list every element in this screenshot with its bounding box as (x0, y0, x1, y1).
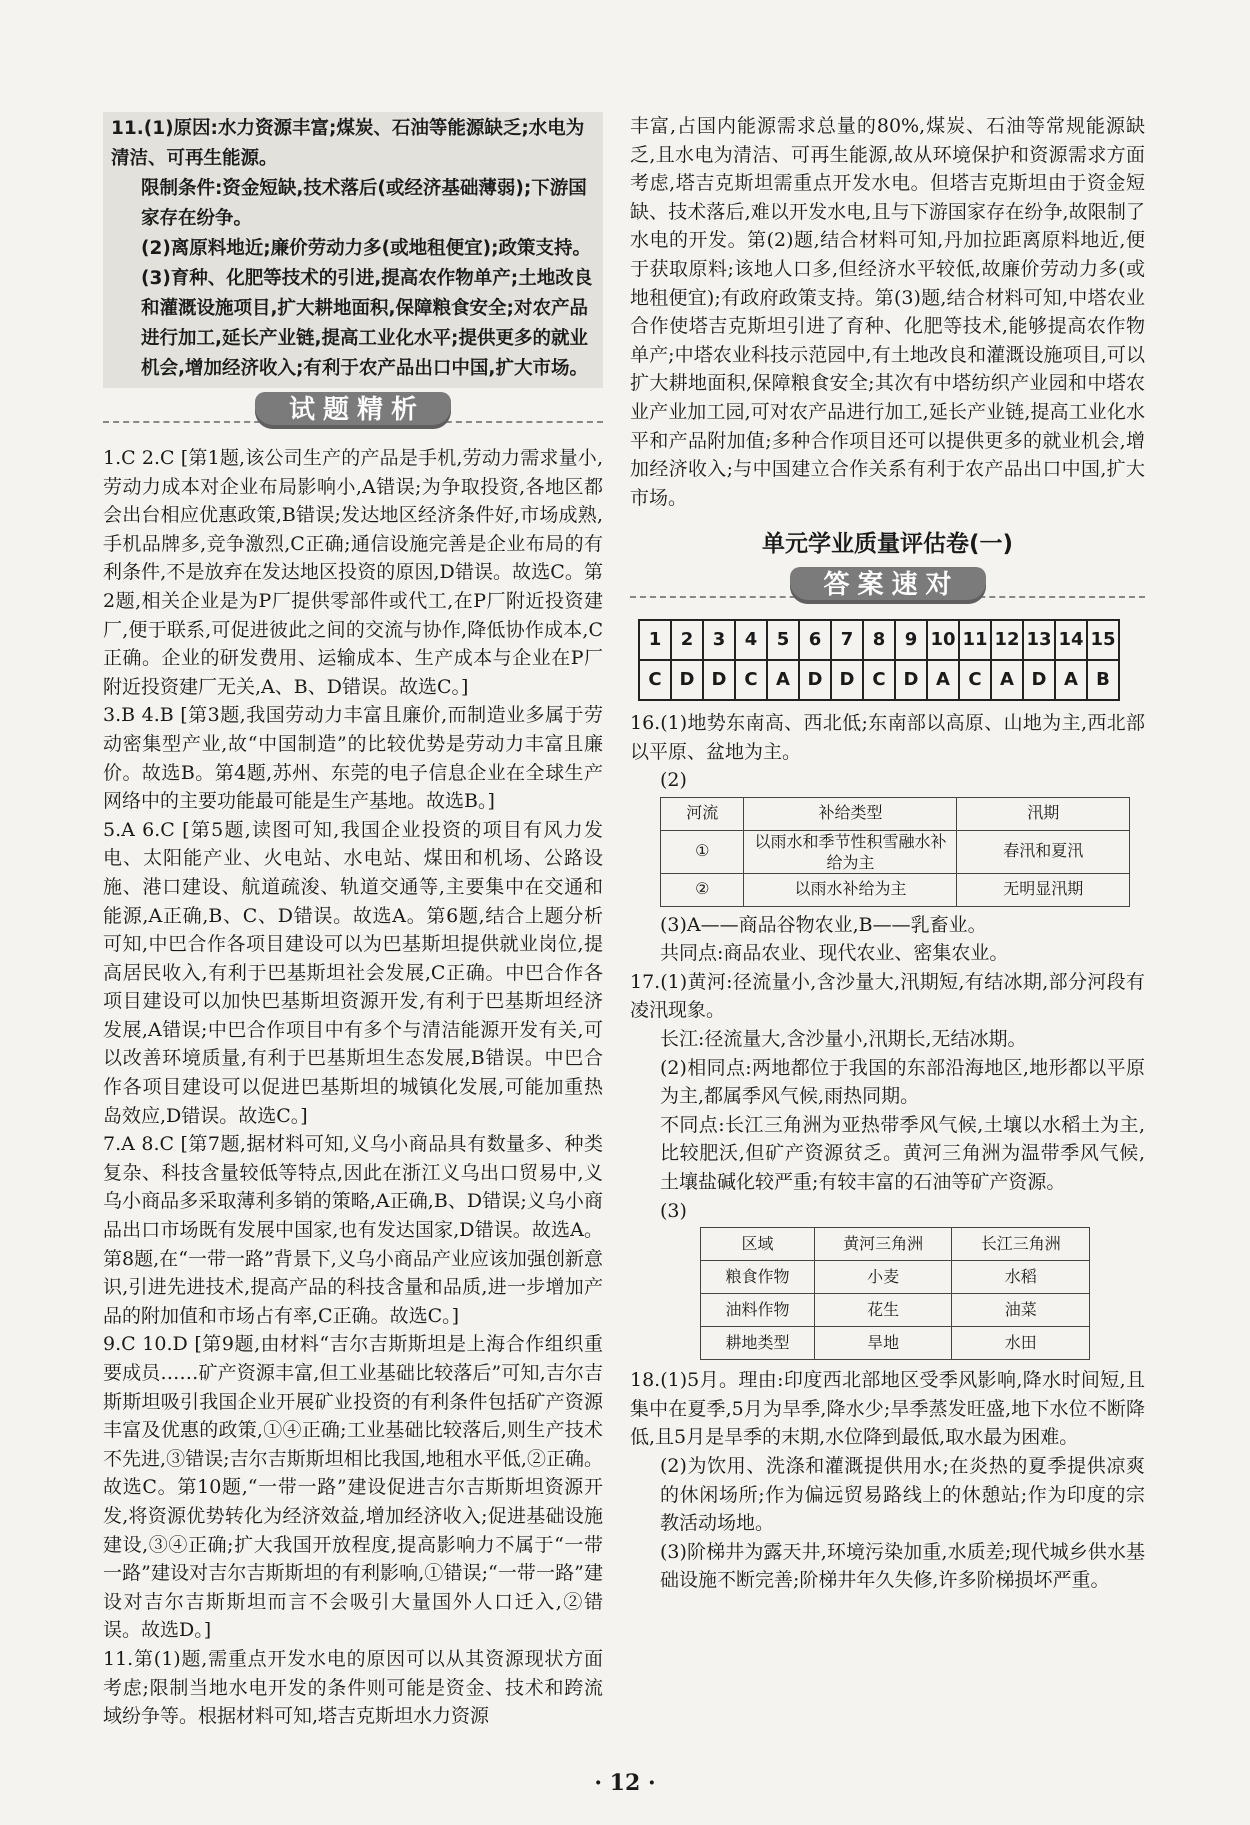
answer-cell: D (895, 660, 927, 700)
table-cell: 水田 (952, 1327, 1090, 1360)
answer-row (639, 660, 1119, 700)
table-cell: 耕地类型 (701, 1327, 815, 1360)
table-cell: ② (661, 873, 744, 906)
qnum-cell: 3 (703, 620, 735, 660)
table-cell: 旱地 (814, 1327, 952, 1360)
unit-title: 单元学业质量评估卷(一) (761, 531, 1014, 558)
table-cell: 油料作物 (701, 1294, 815, 1327)
analysis-paragraph: 3.B 4.B [第3题,我国劳动力丰富且廉价,而制造业多属于劳动密集型产业,故“中国制造”的比较优势是劳动力丰富且廉价。故选B。第4题,苏州、东莞的电子信息企业在全球生产网络中的主要功能最可能是生产基地。故选B。] (103, 704, 603, 813)
table-header-row (661, 797, 1130, 830)
qnum-cell: 11 (959, 620, 991, 660)
table-cell: 以雨水补给为主 (744, 873, 957, 906)
table-row (701, 1261, 1090, 1294)
q18-part3: (3)阶梯井为露天井,环境污染加重,水质差;现代城乡供水基础设施不断完善;阶梯井年久失修,许多阶梯损坏严重。 (660, 1540, 1145, 1592)
answer-line: (3)育种、化肥等技术的引进,提高农作物单产;土地改良和灌溉设施项目,扩大耕地面积,保障粮食安全;对农产品进行加工,延长产业链,提高工业化水平;提供更多的就业机会,增加经济收入;有利于农产品出口中国,扩大市场。 (141, 268, 593, 379)
table-row (661, 830, 1130, 873)
table-cell: 无明显汛期 (957, 873, 1130, 906)
answer-cell: C (735, 660, 767, 700)
q17-part1-changjiang: 长江:径流量大,含沙量小,汛期长,无结冰期。 (660, 1028, 1027, 1051)
answer-cell: B (1087, 660, 1119, 700)
table-cell: 以雨水和季节性积雪融水补给为主 (744, 830, 957, 873)
region-table (700, 1227, 1090, 1360)
answer-cell: A (1055, 660, 1087, 700)
analysis-continuation: 丰富,占国内能源需求总量的80%,煤炭、石油等常规能源缺乏,且水电为清洁、可再生能源,故从环境保护和资源需求方面考虑,塔吉克斯坦需重点开发水电。但塔吉克斯坦由于资金短缺、技术落后,难以开发水电,且与下游国家存在纷争,故限制了水电的开发。第(2)题,结合材料可知,丹加拉距离原料地近,便于获取原料;该地人口多,但经济水平较低,故廉价劳动力多(或地租便宜);有政府政策支持。第(3)题,结合材料可知,中塔农业合作使塔吉克斯坦引进了育种、化肥等技术,能够提高农作物单产;中塔农业科技示范园中,有土地改良和灌溉设施项目,可以扩大耕地面积,保障粮食安全;其次有中塔纺织产业园和中塔农业产业加工园,可对农产品进行加工,延长产业链,提高工业化水平和产品附加值;多种合作项目还可以提供更多的就业机会,增加经济收入;与中国建立合作关系有利于农产品出口中国,扩大市场。 (630, 115, 1145, 509)
answer-cell: D (799, 660, 831, 700)
answer-cell: A (767, 660, 799, 700)
answer-cell: D (1023, 660, 1055, 700)
answer-block (103, 112, 603, 388)
analysis-paragraph: 11.第(1)题,需重点开发水电的原因可以从其资源现状方面考虑;限制当地水电开发的条件则可能是资金、技术和跨流域纷争等。根据材料可知,塔吉克斯坦水力资源 (103, 1647, 603, 1728)
table-row (661, 873, 1130, 906)
q18-part2: (2)为饮用、洗涤和灌溉提供用水;在炎热的夏季提供凉爽的休闲场所;作为偏远贸易路线上的休憩站;作为印度的宗教活动场地。 (660, 1455, 1145, 1535)
section-banner-analysis (103, 392, 603, 438)
qnum-cell: 6 (799, 620, 831, 660)
quick-answer-table (638, 619, 1120, 701)
table-cell: ① (661, 830, 744, 873)
answer-cell: C (639, 660, 671, 700)
qnum-cell: 10 (927, 620, 959, 660)
table-header-row (701, 1228, 1090, 1261)
section-banner-answers (630, 567, 1145, 613)
qnum-cell: 7 (831, 620, 863, 660)
table-header: 黄河三角洲 (814, 1228, 952, 1261)
page-number: · 12 · (594, 1770, 656, 1796)
table-cell: 小麦 (814, 1261, 952, 1294)
answer-line: (2)离原料地近;廉价劳动力多(或地租便宜);政策支持。 (141, 238, 591, 259)
analysis-paragraph: 5.A 6.C [第5题,读图可知,我国企业投资的项目有风力发电、太阳能产业、火电站、水电站、煤田和机场、公路设施、港口建设、航道疏浚、轨道交通等,主要集中在交通和能源,A正确,B、C、D错误。故选A。第6题,结合上题分析可知,中巴合作各项目建设可以为巴基斯坦提供就业岗位,提高居民收入,有利于巴基斯坦社会发展,C正确。中巴合作各项目建设可以加快巴基斯坦资源开发,有利于巴基斯坦经济发展,A错误;中巴合作项目中有多个与清洁能源开发有关,可以改善环境质量,有利于巴基斯坦生态发展,B错误。中巴合作各项目建设可以促进巴基斯坦的城镇化发展,可能加重热岛效应,D错误。故选C。] (103, 818, 603, 1127)
answer-cell: D (831, 660, 863, 700)
answer-line: 11.(1)原因:水力资源丰富;煤炭、石油等能源缺乏;水电为清洁、可再生能源。 (111, 118, 585, 169)
q18-part1: 18.(1)5月。理由:印度西北部地区受季风影响,降水时间短,且集中在夏季,5月为旱季,降水少;旱季蒸发旺盛,地下水位不断降低,且5月是旱季的末期,水位降到最低,取水最为困难。 (630, 1369, 1145, 1449)
table-cell: 春汛和夏汛 (957, 830, 1130, 873)
qnum-cell: 8 (863, 620, 895, 660)
qnum-cell: 13 (1023, 620, 1055, 660)
table-cell: 粮食作物 (701, 1261, 815, 1294)
banner-label: 试题精析 (255, 392, 451, 429)
table-cell: 油菜 (952, 1294, 1090, 1327)
q16-part1: 16.(1)地势东南高、西北低;东南部以高原、山地为主,西北部以平原、盆地为主。 (630, 711, 1145, 763)
right-column (630, 112, 1145, 1595)
table-header: 汛期 (957, 797, 1130, 830)
answer-cell: A (927, 660, 959, 700)
table-row (701, 1327, 1090, 1360)
analysis-paragraph: 9.C 10.D [第9题,由材料“吉尔吉斯斯坦是上海合作组织重要成员……矿产资源丰富,但工业基础比较落后”可知,吉尔吉斯斯坦吸引我国企业开展矿业投资的有利条件包括矿产资源丰富及优惠的政策,①④正确;工业基础比较落后,则生产技术不先进,③错误;吉尔吉斯斯坦相比我国,地租水平低,②正确。故选C。第10题,“一带一路”建设促进吉尔吉斯斯坦资源开发,将资源优势转化为经济效益,增加经济收入;促进基础设施建设,③④正确;扩大我国开放程度,提高影响力不属于“一带一路”建设对吉尔吉斯斯坦的有利影响,①错误;“一带一路”建设对吉尔吉斯斯坦而言不会吸引大量国外人口迁入,②错误。故选D。] (103, 1333, 603, 1642)
answer-cell: A (991, 660, 1023, 700)
table-header: 区域 (701, 1228, 815, 1261)
q17-part1: 17.(1)黄河:径流量小,含沙量大,汛期短,有结冰期,部分河段有凌汛现象。 (630, 970, 1145, 1022)
qnum-cell: 1 (639, 620, 671, 660)
qnum-cell: 9 (895, 620, 927, 660)
question-number-row (639, 620, 1119, 660)
q17-part2-diff: 不同点:长江三角洲为亚热带季风气候,土壤以水稻土为主,比较肥沃,但矿产资源贫乏。黄河三角洲为温带季风气候,土壤盐碱化较严重;有较丰富的石油等矿产资源。 (660, 1113, 1145, 1194)
table-cell: 水稻 (952, 1261, 1090, 1294)
qnum-cell: 14 (1055, 620, 1087, 660)
qnum-cell: 12 (991, 620, 1023, 660)
answer-cell: C (959, 660, 991, 700)
left-column (103, 112, 603, 1731)
q16-part3-common: 共同点:商品农业、现代农业、密集农业。 (660, 942, 1009, 965)
answer-cell: D (671, 660, 703, 700)
table-row (701, 1294, 1090, 1327)
table-cell: 花生 (814, 1294, 952, 1327)
table-header: 河流 (661, 797, 744, 830)
qnum-cell: 15 (1087, 620, 1119, 660)
banner-label: 答案速对 (789, 567, 985, 604)
answer-cell: C (863, 660, 895, 700)
analysis-paragraph: 1.C 2.C [第1题,该公司生产的产品是手机,劳动力需求量小,劳动力成本对企业布局影响小,A错误;为争取投资,各地区都会出台相应优惠政策,B错误;发达地区经济条件好,市场成熟,手机品牌多,竞争激烈,C正确;通信设施完善是企业布局的有利条件,不是放弃在发达地区投资的原因,D错误。故选C。第2题,相关企业是为P厂提供零部件或代工,在P厂附近投资建厂,便于联系,可促进彼此之间的交流与协作,降低协作成本,C正确。企业的研发费用、运输成本、生产成本与企业在P厂附近投资建厂无关,A、B、D错误。故选C。] (103, 447, 603, 698)
table-header: 长江三角洲 (952, 1228, 1090, 1261)
q16-part2-label: (2) (660, 769, 687, 792)
river-table (660, 797, 1130, 907)
q16-part3: (3)A——商品谷物农业,B——乳畜业。 (660, 913, 987, 936)
qnum-cell: 2 (671, 620, 703, 660)
q17-part3-label: (3) (660, 1199, 687, 1222)
qnum-cell: 4 (735, 620, 767, 660)
qnum-cell: 5 (767, 620, 799, 660)
table-header: 补给类型 (744, 797, 957, 830)
analysis-paragraph: 7.A 8.C [第7题,据材料可知,义乌小商品具有数量多、种类复杂、科技含量较低等特点,因此在浙江义乌出口贸易中,义乌小商品多采取薄利多销的策略,A正确,B、D错误;义乌小商品出口市场既有发展中国家,也有发达国家,D错误。故选A。第8题,在“一带一路”背景下,义乌小商品产业应该加强创新意识,引进先进技术,提高产品的科技含量和品质,进一步增加产品的附加值和市场占有率,C正确。故选C。] (103, 1133, 603, 1327)
q17-part2: (2)相同点:两地都位于我国的东部沿海地区,地形都以平原为主,都属季风气候,雨热同期。 (660, 1056, 1145, 1108)
answer-line: 限制条件:资金短缺,技术落后(或经济基础薄弱);下游国家存在纷争。 (141, 178, 587, 229)
answer-cell: D (703, 660, 735, 700)
